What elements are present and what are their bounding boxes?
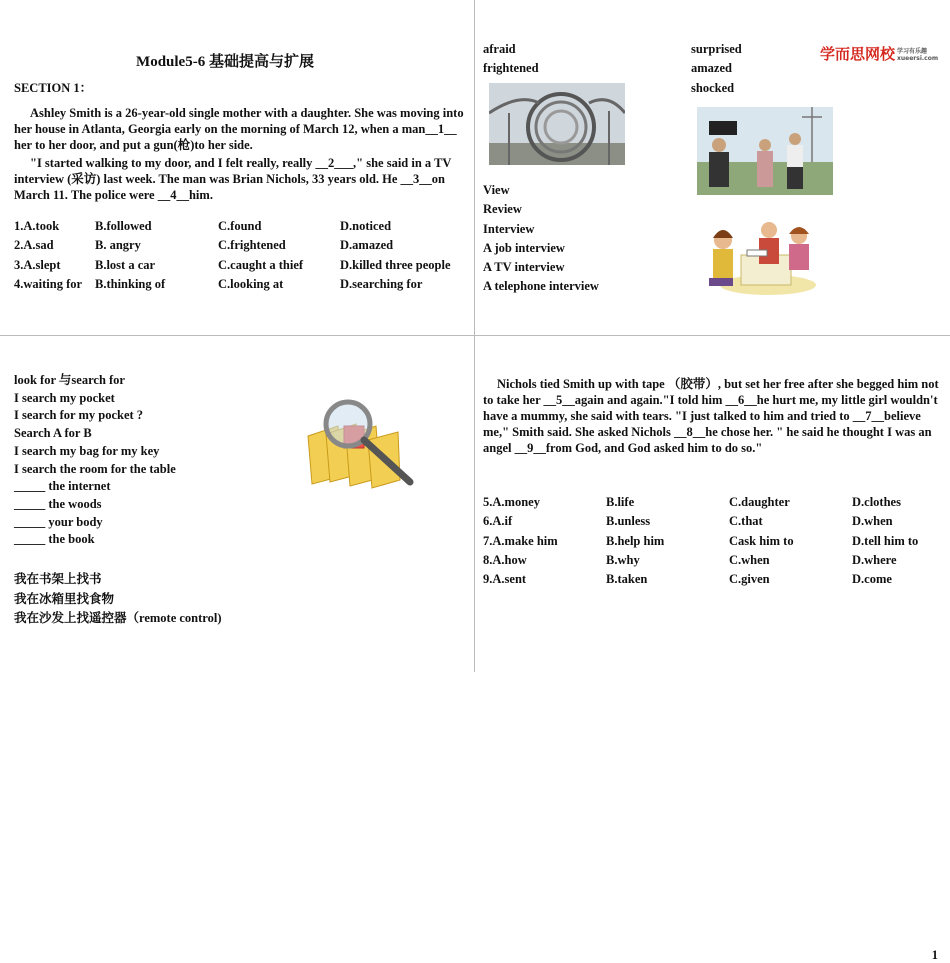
option-cell: C.caught a thief: [218, 257, 304, 272]
option-row: [14, 238, 466, 257]
option-cell: D.searching for: [340, 276, 423, 291]
surprise-word-list: [691, 40, 742, 98]
search-phrase-list: [14, 372, 176, 549]
option-cell: C.when: [729, 552, 770, 567]
option-cell: C.frightened: [218, 238, 286, 253]
option-cell: D.clothes: [852, 495, 901, 509]
text-line: look for 与search for: [14, 373, 125, 387]
text-line: _____ the internet: [14, 479, 111, 494]
text-line: I search my pocket: [14, 390, 115, 405]
option-cell: B.unless: [606, 514, 651, 529]
options-table-2: [483, 495, 942, 591]
tv-interview-image: [697, 107, 833, 195]
logo-url: xueersi.com: [897, 54, 939, 62]
option-cell: 7.A.make him: [483, 533, 558, 548]
xueersi-logo: [820, 43, 938, 64]
option-cell: C.found: [218, 219, 262, 233]
word-item: afraid: [483, 42, 516, 56]
option-cell: C.daughter: [729, 495, 790, 509]
option-cell: B.followed: [95, 219, 152, 233]
option-cell: 2.A.sad: [14, 238, 54, 253]
word-item: frightened: [483, 61, 539, 76]
option-row: [483, 495, 942, 514]
word-item: Interview: [483, 221, 535, 236]
text-line: _____ the woods: [14, 496, 102, 511]
option-cell: B.life: [606, 495, 635, 509]
text-line: I search for my pocket ?: [14, 408, 144, 423]
option-cell: Cask him to: [729, 533, 794, 548]
word-item: A job interview: [483, 240, 565, 255]
option-cell: D.tell him to: [852, 533, 919, 548]
option-row: [483, 572, 942, 591]
option-row: [483, 534, 942, 553]
option-cell: 5.A.money: [483, 495, 540, 509]
text-line: I search my bag for my key: [14, 443, 160, 458]
option-cell: D.amazed: [340, 238, 394, 253]
option-cell: B.taken: [606, 572, 648, 587]
option-cell: C.given: [729, 572, 770, 587]
option-cell: B.thinking of: [95, 276, 166, 291]
option-cell: D.come: [852, 572, 892, 587]
option-row: [14, 277, 466, 296]
option-row: [14, 258, 466, 277]
slide-q1: [0, 0, 475, 336]
text-line: 我在沙发上找遥控器（remote control): [14, 611, 222, 625]
word-item: surprised: [691, 42, 742, 56]
logo-text: 学而思网校: [820, 45, 896, 63]
section-heading: SECTION 1：: [14, 81, 93, 95]
option-cell: B. angry: [95, 238, 141, 253]
word-item: View: [483, 183, 510, 197]
roller-coaster-image: [489, 83, 625, 165]
option-cell: 4.waiting for: [14, 276, 83, 291]
page-number: 1: [931, 948, 938, 962]
text-line: _____ your body: [14, 514, 103, 529]
folders-magnifier-image: [298, 396, 422, 490]
option-cell: C.that: [729, 514, 763, 529]
word-item: A telephone interview: [483, 279, 599, 294]
option-cell: 6.A.if: [483, 514, 513, 529]
word-item: amazed: [691, 61, 732, 76]
slide-q3: [0, 336, 475, 672]
option-row: [483, 553, 942, 572]
option-cell: D.noticed: [340, 219, 392, 233]
passage-paragraph-1: Ashley Smith is a 26-year-old single mother with a daughter. She was moving into her house in Atlanta, Georgia early on the morning of March 12, when a man__1__ her to her door, and put a gun(枪)to her side.: [14, 106, 464, 152]
options-table: [14, 219, 466, 296]
text-line: 我在书架上找书: [14, 572, 102, 586]
interview-word-list: [483, 181, 599, 297]
fear-word-list: [483, 40, 539, 79]
option-cell: D.where: [852, 552, 897, 567]
chinese-sentence-list: [14, 570, 222, 629]
text-line: 我在冰箱里找食物: [14, 591, 115, 606]
slide-q4: [475, 336, 950, 962]
option-cell: 8.A.how: [483, 552, 527, 567]
option-cell: D.killed three people: [340, 257, 451, 272]
option-cell: 9.A.sent: [483, 572, 527, 587]
option-cell: B.why: [606, 552, 640, 567]
slide-q2: [475, 0, 950, 336]
text-line: I search the room for the table: [14, 461, 176, 476]
option-row: [483, 514, 942, 533]
job-interview-image: [703, 210, 823, 300]
option-cell: D.when: [852, 514, 893, 529]
option-cell: 3.A.slept: [14, 257, 61, 272]
text-line: _____ the book: [14, 532, 95, 547]
option-cell: B.help him: [606, 533, 665, 548]
option-row: [14, 219, 466, 238]
passage-paragraph-3: Nichols tied Smith up with tape （胶带）, but set her free after she begged him not to take her __5__again and again."I told him __6__he hurt me, my little girl wouldn't have a mummy, she said with tears. "I just talked to him and tried to __7__believe me," Smith said. She asked Nichols __8__he chose her. " he said he thought I was an angel __9__from God, and God asked him to do so.": [483, 377, 939, 455]
passage-paragraph-2: "I started walking to my door, and I felt really, really __2___," she said in a TV interview (采访) last week. The man was Brian Nichols, 33 years old. He __3__on March 11. The police were __4__him.: [14, 156, 452, 202]
option-cell: 1.A.took: [14, 219, 60, 233]
option-cell: B.lost a car: [95, 257, 156, 272]
word-item: A TV interview: [483, 260, 565, 275]
module-title: Module5-6 基础提高与扩展: [136, 54, 314, 70]
text-line: Search A for B: [14, 426, 92, 441]
word-item: Review: [483, 202, 522, 217]
logo-slogan: 学习有乐趣: [897, 47, 928, 55]
logo-tagline: [897, 48, 938, 62]
option-cell: C.looking at: [218, 276, 284, 291]
word-item: shocked: [691, 80, 735, 95]
